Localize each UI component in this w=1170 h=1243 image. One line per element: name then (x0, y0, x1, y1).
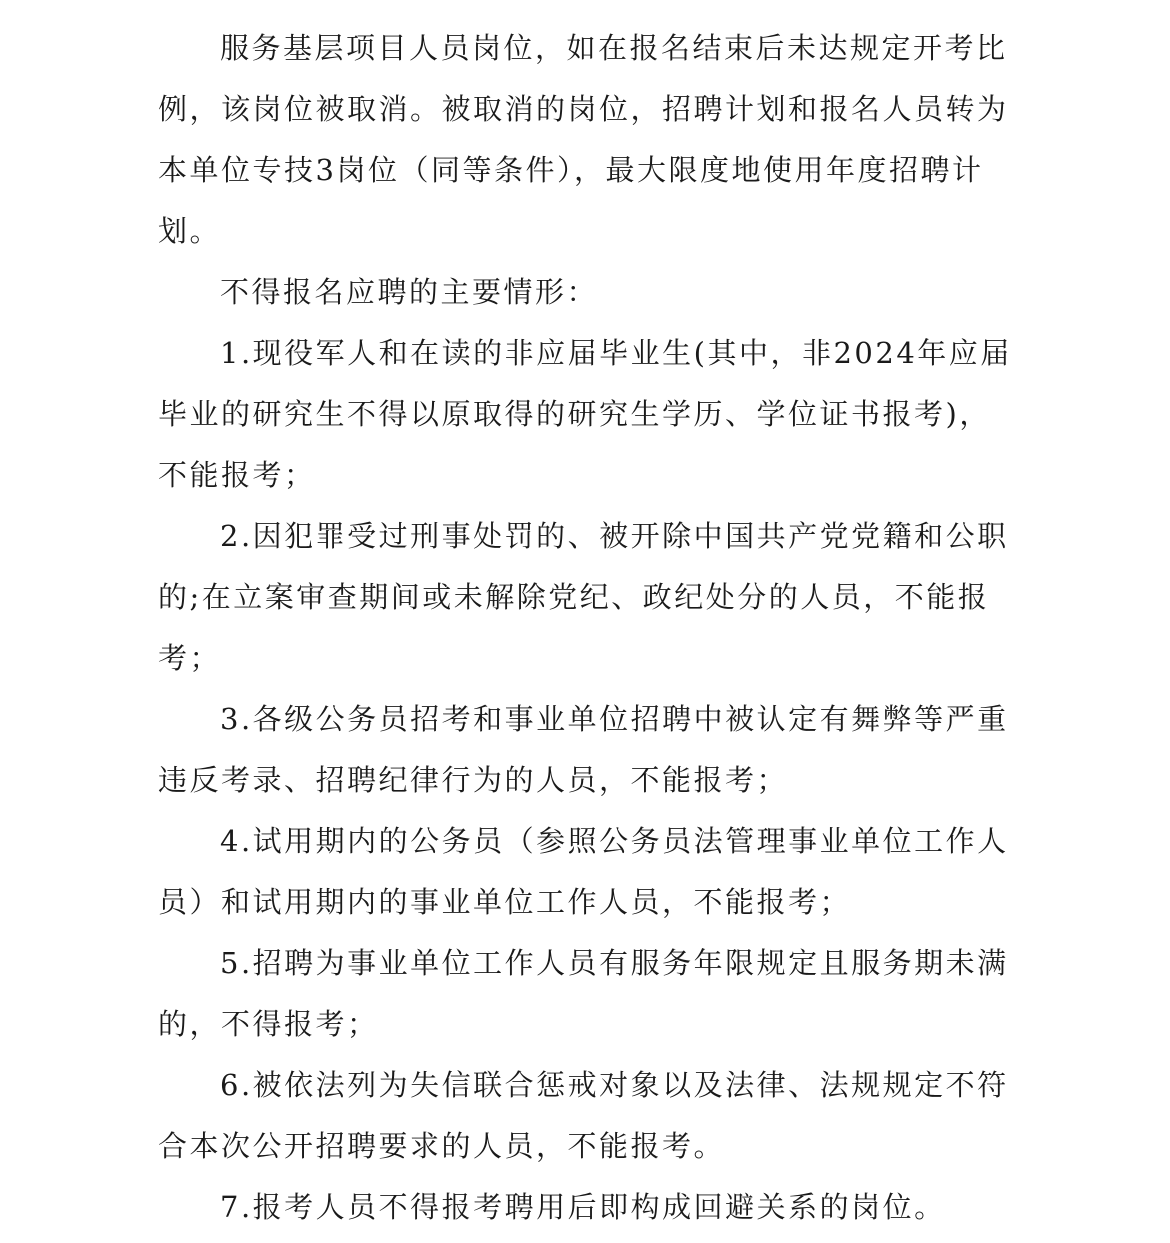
list-item-2: 2.因犯罪受过刑事处罚的、被开除中国共产党党籍和公职 (220, 519, 1009, 553)
text-line: 本单位专技3岗位（同等条件），最大限度地使用年度招聘计 (158, 153, 984, 187)
list-item-3: 3.各级公务员招考和事业单位招聘中被认定有舞弊等严重 (220, 702, 1009, 736)
list-item-4: 4.试用期内的公务员（参照公务员法管理事业单位工作人 (220, 824, 1009, 858)
text-line: 员）和试用期内的事业单位工作人员，不能报考； (158, 885, 852, 919)
text-line: 的，不得报考； (158, 1007, 379, 1041)
text-line: 违反考录、招聘纪律行为的人员，不能报考； (158, 763, 789, 797)
list-item-6: 6.被依法列为失信联合惩戒对象以及法律、法规规定不符 (220, 1068, 1009, 1102)
text-line: 划。 (158, 214, 222, 248)
text-line: 毕业的研究生不得以原取得的研究生学历、学位证书报考)， (158, 397, 991, 431)
text-line: 不能报考； (158, 458, 316, 492)
section-heading: 不得报名应聘的主要情形： (220, 275, 599, 309)
document-page (158, 18, 1012, 1238)
text-line: 例，该岗位被取消。被取消的岗位，招聘计划和报名人员转为 (158, 92, 1009, 126)
text-line: 考； (158, 641, 222, 675)
text-line: 的;在立案审查期间或未解除党纪、政纪处分的人员，不能报 (158, 580, 990, 614)
list-item-1: 1.现役军人和在读的非应届毕业生(其中，非2024年应届 (220, 336, 1012, 370)
list-item-7: 7.报考人员不得报考聘用后即构成回避关系的岗位。 (220, 1190, 946, 1224)
list-item-5: 5.招聘为事业单位工作人员有服务年限规定且服务期未满 (220, 946, 1009, 980)
text-line: 合本次公开招聘要求的人员，不能报考。 (158, 1129, 726, 1163)
text-line: 服务基层项目人员岗位，如在报名结束后未达规定开考比 (220, 31, 1008, 65)
